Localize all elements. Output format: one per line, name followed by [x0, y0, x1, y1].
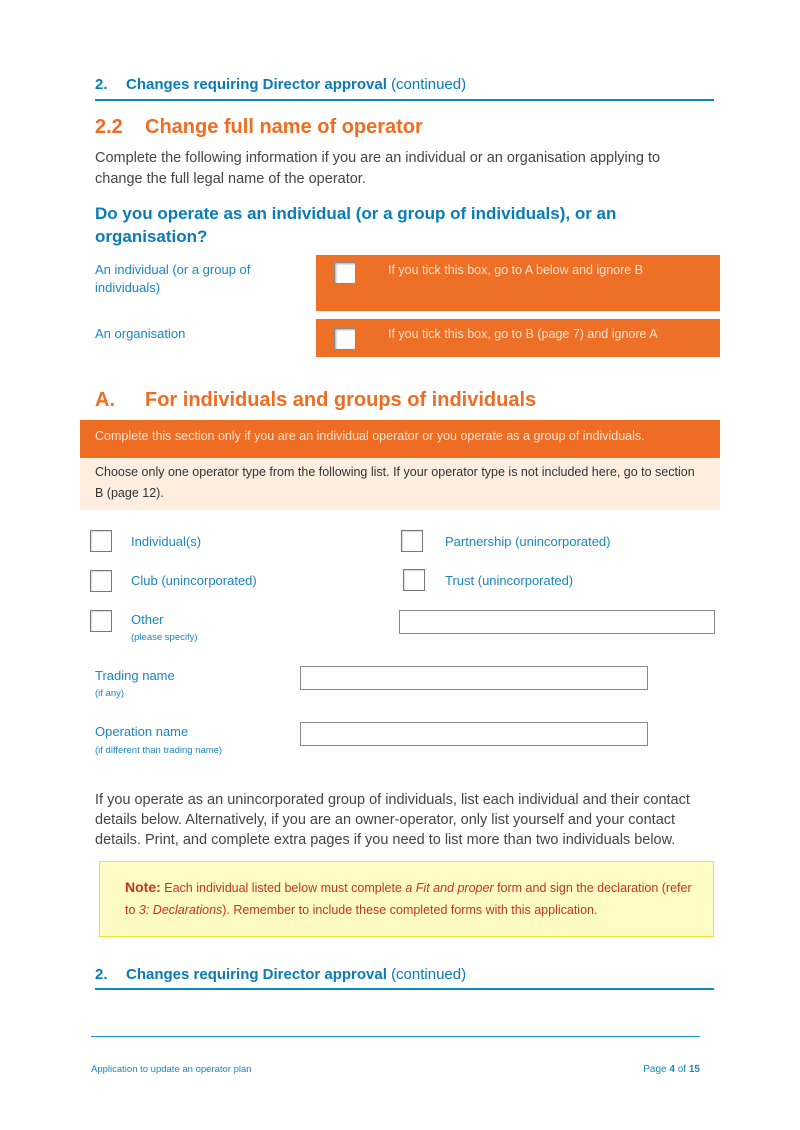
section-continued: (continued): [391, 966, 467, 983]
note-box: [99, 861, 714, 937]
subsection-title: Change full name of operator: [145, 116, 423, 138]
individual-checkbox[interactable]: [334, 262, 356, 284]
section-title: Changes requiring Director approval: [126, 966, 387, 983]
individuals-checkbox[interactable]: [90, 530, 112, 552]
option-organisation-label: An organisation: [95, 326, 186, 341]
trading-name-hint: (if any): [95, 688, 125, 699]
section-number: 2.: [95, 76, 108, 93]
note-text: Each individual listed below must complete: [160, 881, 406, 895]
section-title: Changes requiring Director approval: [126, 76, 387, 93]
individuals-label: Individual(s): [131, 534, 202, 549]
operation-name-field[interactable]: [300, 722, 648, 746]
footer-page-number: [643, 1064, 700, 1075]
trust-checkbox[interactable]: [403, 569, 425, 591]
other-specify-field[interactable]: [399, 610, 715, 634]
section-divider: [95, 99, 714, 101]
subsection-number: 2.2: [95, 116, 123, 138]
trading-name-field[interactable]: [300, 666, 648, 690]
note-form-name: a Fit and proper: [405, 881, 494, 895]
partnership-checkbox[interactable]: [401, 530, 423, 552]
note-text: form and sign the declaration (refer to: [125, 881, 692, 917]
section-a-heading: [95, 389, 536, 412]
option-organisation-box: [316, 319, 720, 357]
page-total: 15: [688, 1064, 700, 1075]
trust-label: Trust (unincorporated): [445, 573, 574, 588]
other-hint: (please specify): [131, 632, 198, 643]
organisation-checkbox[interactable]: [334, 328, 356, 350]
page-of: of: [677, 1064, 687, 1075]
section-a-letter: A.: [95, 389, 115, 411]
club-checkbox[interactable]: [90, 570, 112, 592]
section-header: [95, 76, 714, 93]
trading-name-label: Trading name: [95, 668, 175, 683]
section-continued: (continued): [391, 76, 467, 93]
intro-text: Complete the following information if you are an individual or an organisation applying to change the full legal name of the operator.: [95, 150, 661, 187]
note-content: [125, 876, 700, 921]
footer-divider: [91, 1036, 700, 1037]
other-label: Other: [131, 612, 164, 627]
section-divider-bottom: [95, 988, 714, 990]
partnership-label: Partnership (unincorporated): [445, 534, 611, 549]
section-a-instructions-text: Choose only one operator type from the following list. If your operator type is not included here, go to section B (page 12).: [95, 465, 695, 500]
operator-question: Do you operate as an individual (or a group of individuals), or an organisation?: [95, 204, 617, 246]
operation-name-hint: (if different than trading name): [95, 745, 223, 756]
subsection-heading: [95, 116, 423, 139]
note-text: ). Remember to include these completed forms with this application.: [222, 903, 598, 917]
note-label: Note:: [125, 879, 161, 895]
section-a-banner: [80, 420, 720, 458]
other-checkbox[interactable]: [90, 610, 112, 632]
section-header-bottom: [95, 966, 714, 983]
option-individual-instruction: If you tick this box, go to A below and ignore B: [388, 263, 644, 277]
section-a-instructions: [80, 458, 720, 510]
club-label: Club (unincorporated): [131, 573, 257, 588]
page-current: 4: [669, 1064, 675, 1075]
operation-name-label: Operation name: [95, 724, 189, 739]
option-individual-box: [316, 255, 720, 311]
section-a-banner-text: Complete this section only if you are an individual operator or you operate as a group of individuals.: [95, 429, 645, 443]
footer-doc-title: Application to update an operator plan: [91, 1064, 252, 1075]
note-reference: 3: Declarations: [138, 903, 223, 917]
option-organisation-instruction: If you tick this box, go to B (page 7) and ignore A: [388, 327, 658, 341]
section-a-title: For individuals and groups of individuals: [145, 389, 537, 411]
section-number: 2.: [95, 966, 108, 983]
group-instructions: If you operate as an unincorporated group of individuals, list each individual and their contact details below. Alternatively, if you are an owner-operator, only list yourself and your contact details. Print, and complete extra pages if you need to list more than two individuals below.: [95, 792, 690, 848]
option-individual-label: An individual (or a group of individuals): [95, 262, 251, 295]
page-label: Page: [643, 1064, 667, 1075]
